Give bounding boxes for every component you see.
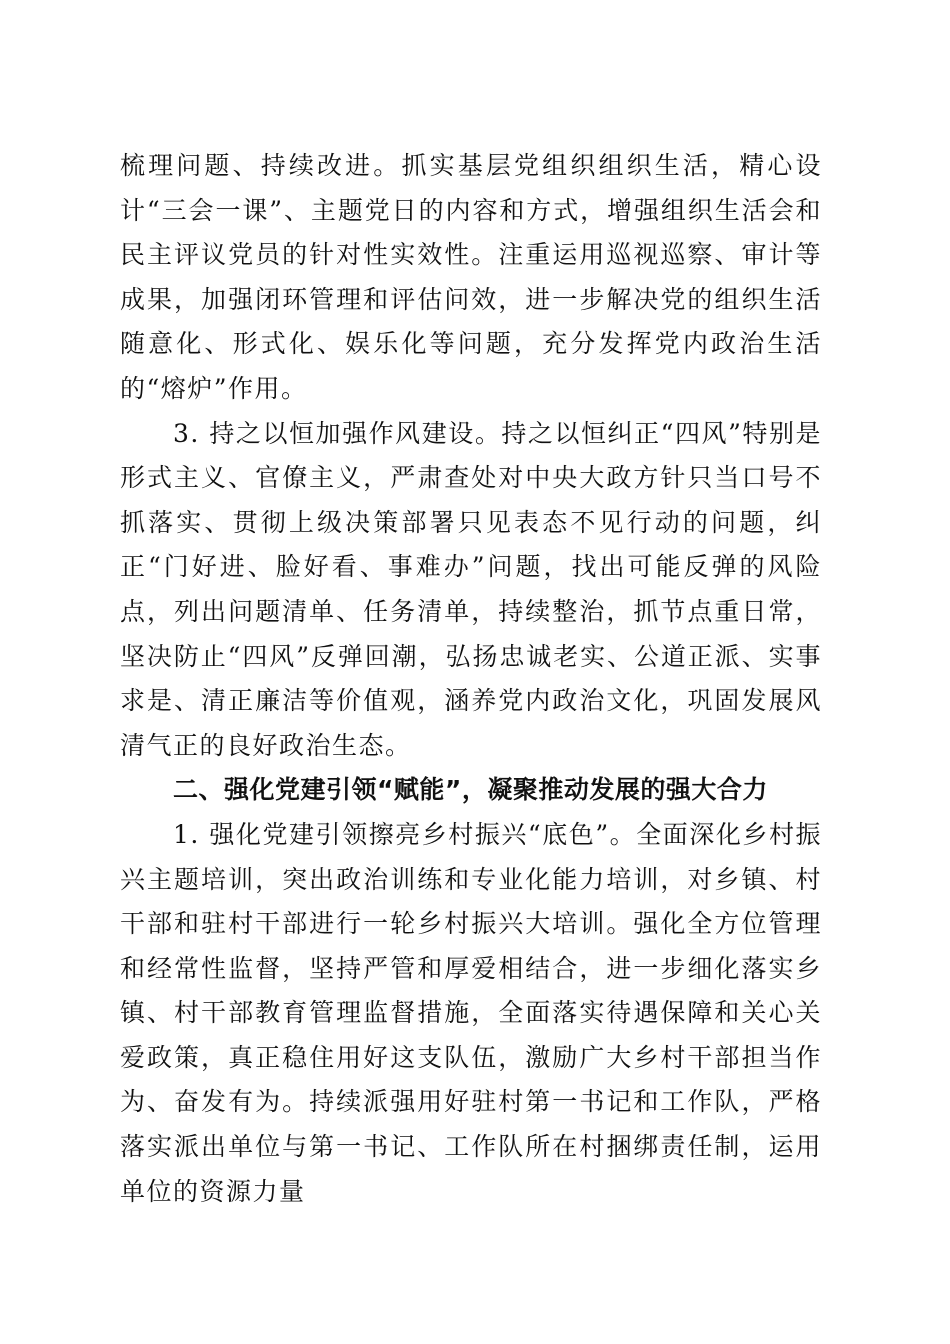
- paragraph-organizational-life: 梳理问题、持续改进。抓实基层党组织组织生活，精心设计“三会一课”、主题党日的内容和方式，增强组织生活会和民主评议党员的针对性实效性。注重运用巡视巡察、审计等成果，加强闭环管理和评估问效，进一步解决党的组织生活随意化、形式化、娱乐化等问题，充分发挥党内政治生活的“熔炉”作用。: [120, 151, 822, 403]
- paragraph-rural-revitalization: 1. 强化党建引领擦亮乡村振兴“底色”。全面深化乡村振兴主题培训，突出政治训练和专业化能力培训，对乡镇、村干部和驻村干部进行一轮乡村振兴大培训。强化全方位管理和经常性监督，坚持严管和厚爱相结合，进一步细化落实乡镇、村干部教育管理监督措施，全面落实待遇保障和关心关爱政策，真正稳住用好这支队伍，激励广大乡村干部担当作为、奋发有为。持续派强用好驻村第一书记和工作队，严格落实派出单位与第一书记、工作队所在村捆绑责任制，运用单位的资源力量: [120, 819, 822, 1206]
- section-heading-2: 二、强化党建引领“赋能”，凝聚推动发展的强大合力: [173, 775, 768, 805]
- document-body: [120, 144, 822, 1214]
- paragraph-work-style: 3. 持之以恒加强作风建设。持之以恒纠正“四风”特别是形式主义、官僚主义，严肃查处对中央大政方针只当口号不抓落实、贯彻上级决策部署只见表态不见行动的问题，纠正“门好进、脸好看、事难办”问题，找出可能反弹的风险点，列出问题清单、任务清单，持续整治，抓节点重日常，坚决防止“四风”反弹回潮，弘扬忠诚老实、公道正派、实事求是、清正廉洁等价值观，涵养党内政治文化，巩固发展风清气正的良好政治生态。: [120, 418, 822, 760]
